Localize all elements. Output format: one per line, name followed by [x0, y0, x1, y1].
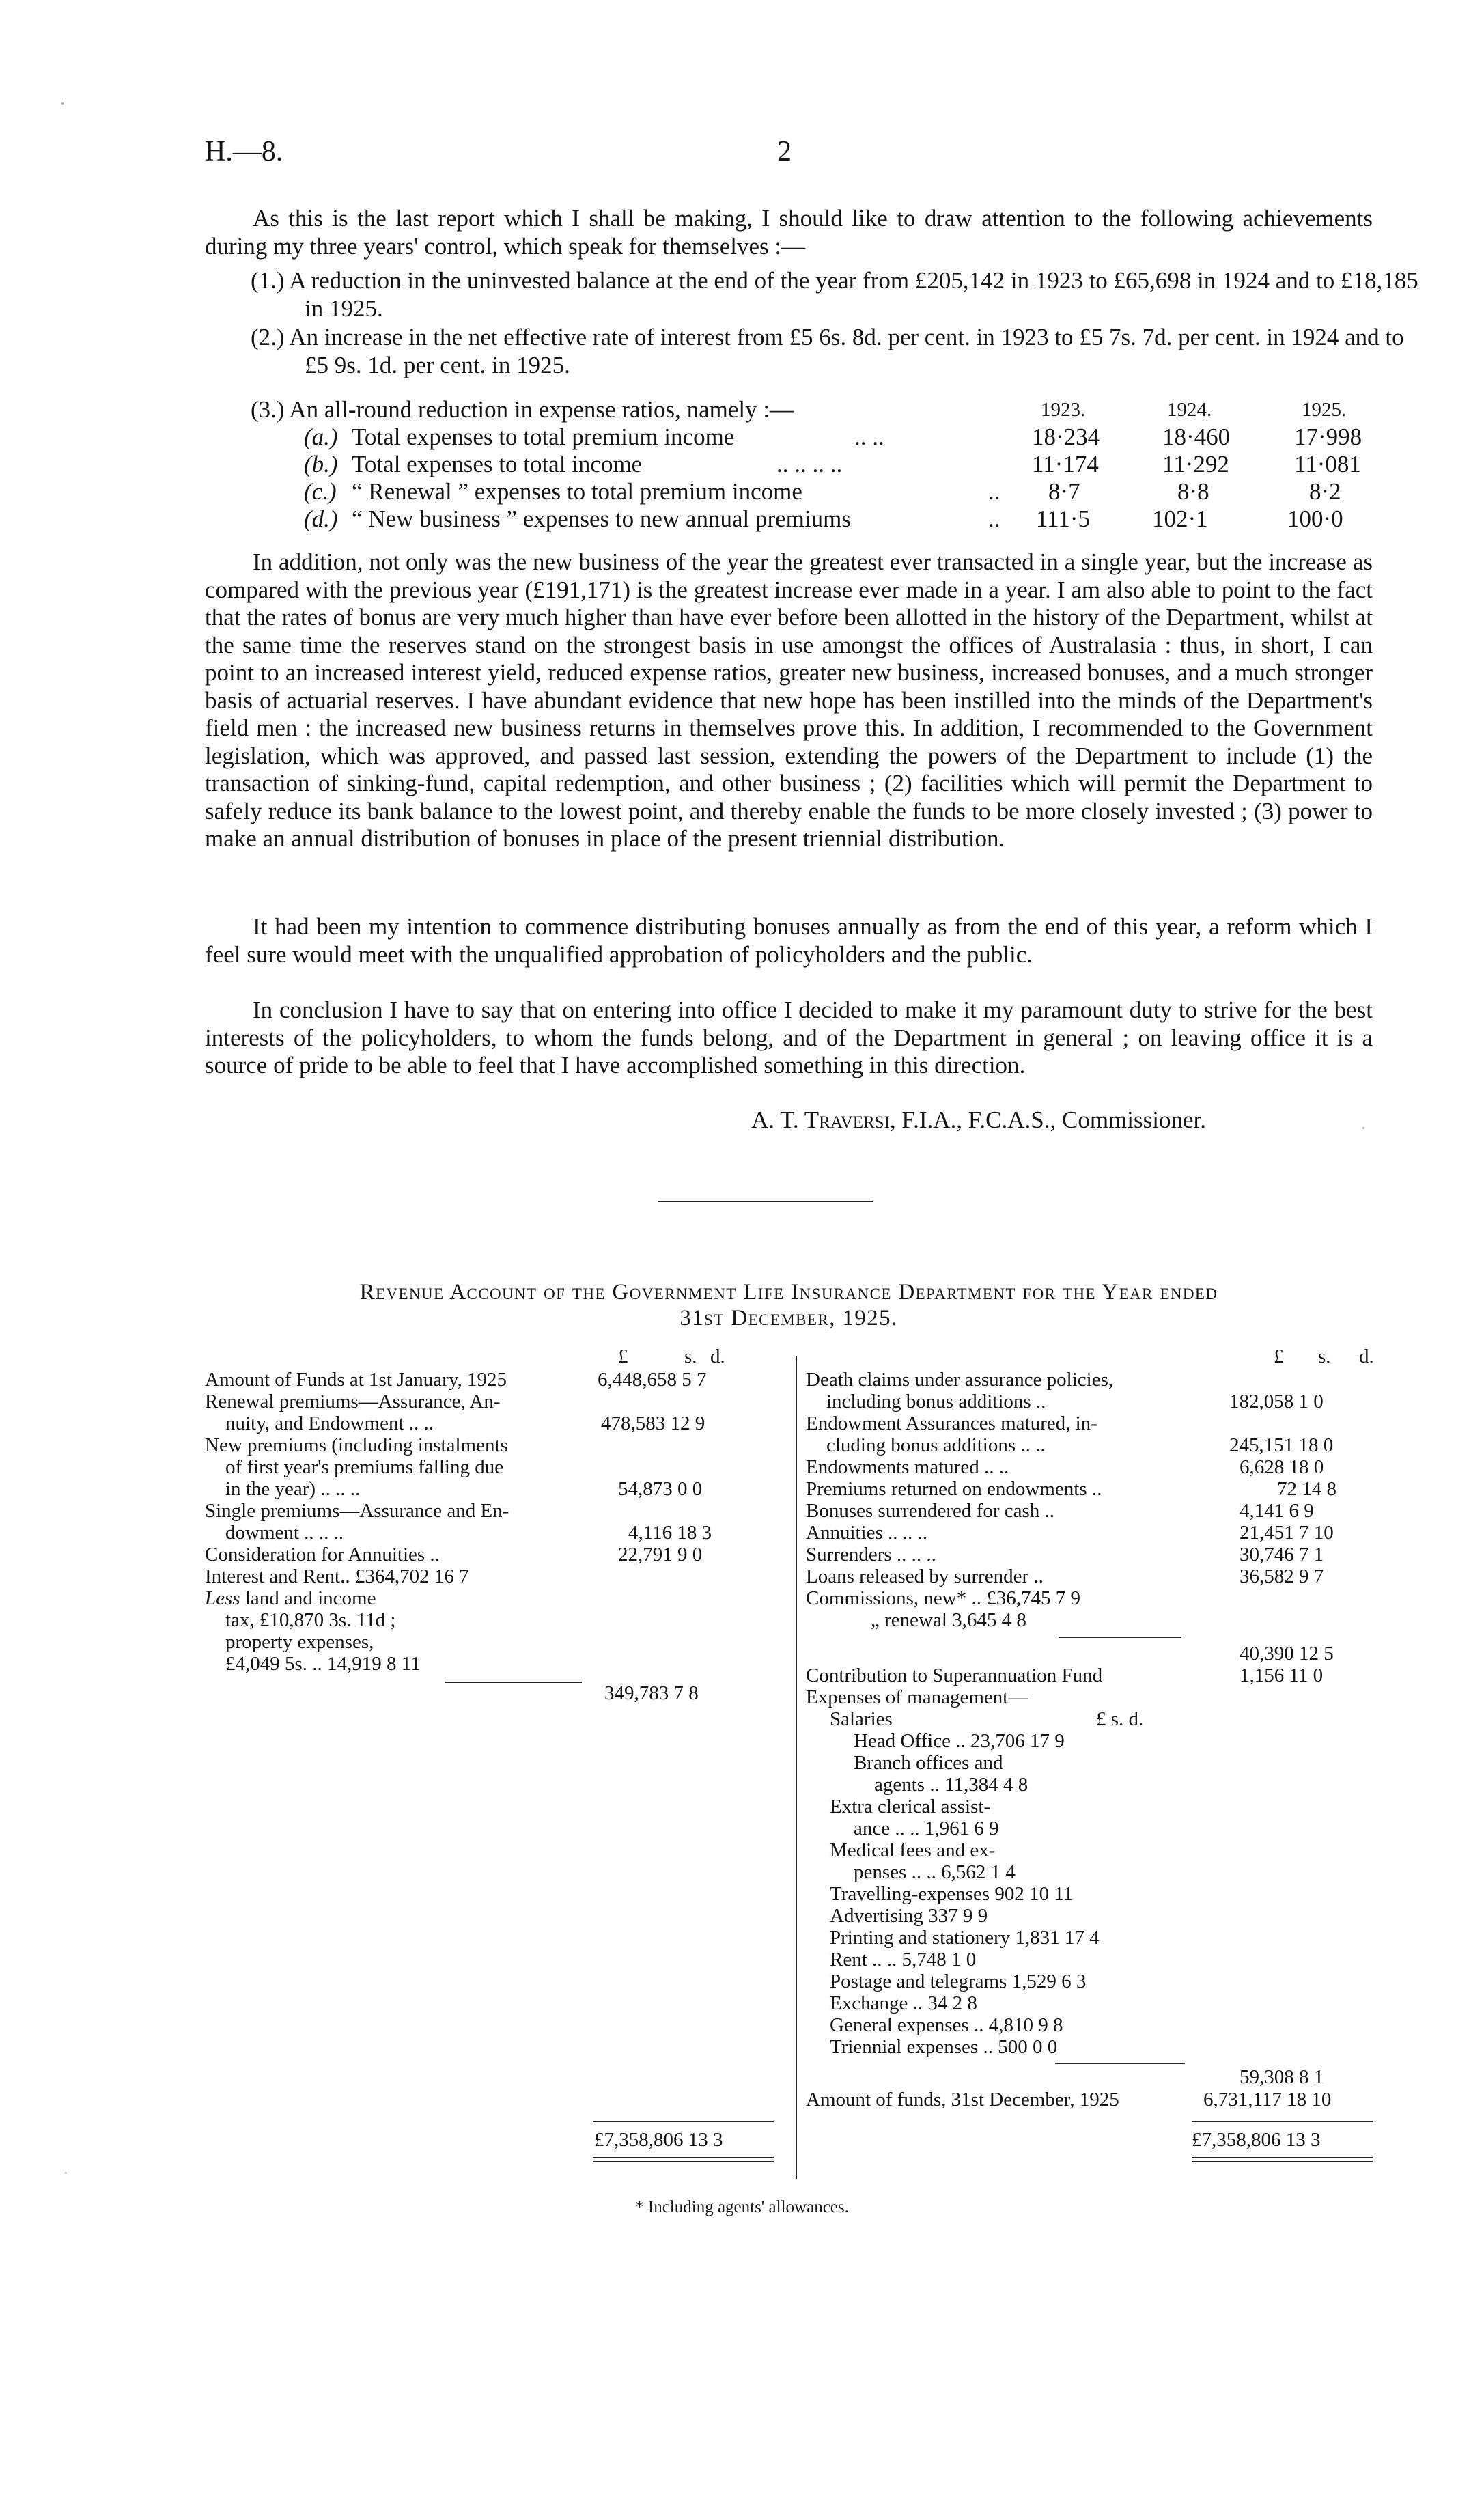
- triennial-expenses-line: Triennial expenses .. 500 0 0: [830, 2036, 1058, 2058]
- left-pound-head: £: [618, 1346, 628, 1367]
- branch-offices-line-1: Branch offices and: [854, 1752, 1003, 1774]
- ratio-1923: 8·7: [1048, 478, 1080, 505]
- salaries-label: Salaries: [830, 1708, 893, 1730]
- single-premiums-amount: 4,116 18 3: [628, 1522, 712, 1544]
- renewal-label-2: nuity, and Endowment .. ..: [225, 1412, 434, 1434]
- signature-name: A. T. Traversi: [751, 1106, 890, 1133]
- section-divider: [658, 1201, 873, 1202]
- ratio-num: (c.): [304, 478, 337, 505]
- endowment-assurances-amount: 245,151 18 0: [1229, 1434, 1334, 1456]
- endowment-assurances-label-1: Endowment Assurances matured, in-: [806, 1412, 1097, 1434]
- body-paragraph-3: In conclusion I have to say that on entering into office I decided to make it my paramount duty to strive for the best interests of the policyholders, to whom the funds belong, and of the Department in general ; on leaving office it is a source of pride to be able to feel that I have accomplished something in this direction.: [205, 997, 1373, 1078]
- ratio-1924: 8·8: [1177, 478, 1209, 505]
- right-pence-head: d.: [1359, 1346, 1374, 1367]
- premiums-returned-amount: 72 14 8: [1277, 1478, 1336, 1500]
- interest-rent-line-3: tax, £10,870 3s. 11d ;: [225, 1609, 396, 1631]
- death-claims-label-2: including bonus additions ..: [826, 1391, 1046, 1412]
- extra-clerical-line-2: ance .. .. 1,961 6 9: [854, 1817, 999, 1839]
- death-claims-amount: 182,058 1 0: [1229, 1391, 1324, 1412]
- funds-start-label: Amount of Funds at 1st January, 1925: [205, 1369, 507, 1391]
- ratio-leader: ..: [988, 505, 1000, 532]
- branch-offices-line-2: agents .. 11,384 4 8: [874, 1774, 1028, 1796]
- interest-subtotal-rule: [445, 1682, 582, 1683]
- endowments-matured-label: Endowments matured .. ..: [806, 1456, 1009, 1478]
- ratio-num: (d.): [304, 505, 338, 532]
- ratio-num: (a.): [304, 423, 338, 450]
- ratio-row-b: [251, 451, 1373, 478]
- superannuation-label: Contribution to Superannuation Fund: [806, 1665, 1103, 1686]
- head-office-line: Head Office .. 23,706 17 9: [854, 1730, 1065, 1752]
- page-number: 2: [777, 136, 792, 167]
- achievement-1: (1.) A reduction in the uninvested balance at the end of the year from £205,142 in 1923 to £65,698 in 1924 and to £18,185 in 1925.: [251, 267, 1418, 322]
- footnote: * Including agents' allowances.: [635, 2198, 849, 2216]
- right-double-rule-1: [1192, 2157, 1373, 2158]
- loans-released-label: Loans released by surrender ..: [806, 1565, 1044, 1587]
- bonuses-surrendered-amount: 4,141 6 9: [1240, 1500, 1314, 1522]
- interest-rent-amount: 349,783 7 8: [604, 1682, 699, 1704]
- ratio-1924: 11·292: [1162, 451, 1229, 477]
- new-premiums-amount: 54,873 0 0: [618, 1478, 703, 1500]
- extra-clerical-line-1: Extra clerical assist-: [830, 1796, 991, 1817]
- travelling-expenses-line: Travelling-expenses 902 10 11: [830, 1883, 1074, 1905]
- annuity-consideration-label: Consideration for Annuities ..: [205, 1544, 440, 1565]
- bonuses-surrendered-label: Bonuses surrendered for cash ..: [806, 1500, 1055, 1522]
- ratio-1923: 111·5: [1036, 505, 1091, 532]
- achievement-2: (2.) An increase in the net effective rate of interest from £5 6s. 8d. per cent. in 1923 to £5 7s. 7d. per cent. in 1924 and to £5 9s. 1d. per cent. in 1925.: [251, 324, 1404, 378]
- ratio-label: “ New business ” expenses to new annual premiums: [352, 505, 851, 532]
- general-expenses-line: General expenses .. 4,810 9 8: [830, 2014, 1063, 2036]
- ratio-1925: 8·2: [1309, 478, 1341, 505]
- ratio-1925: 100·0: [1287, 505, 1343, 532]
- right-double-rule-2: [1192, 2161, 1373, 2162]
- loans-released-amount: 36,582 9 7: [1240, 1565, 1324, 1587]
- exchange-line: Exchange .. 34 2 8: [830, 1992, 977, 2014]
- annuities-label: Annuities .. .. ..: [806, 1522, 928, 1544]
- less-word: Less: [205, 1587, 240, 1609]
- ratio-label: “ Renewal ” expenses to total premium income: [352, 478, 802, 505]
- annuity-consideration-amount: 22,791 9 0: [618, 1544, 703, 1565]
- interest-rent-line-5: £4,049 5s. .. 14,919 8 11: [225, 1653, 421, 1675]
- right-total: £7,358,806 13 3: [1192, 2129, 1321, 2151]
- commissions-amount: 40,390 12 5: [1240, 1643, 1334, 1665]
- management-total: 59,308 8 1: [1240, 2066, 1324, 2088]
- left-total-rule: [593, 2121, 774, 2122]
- interest-rent-line-4: property expenses,: [225, 1631, 374, 1653]
- funds-end-label: Amount of funds, 31st December, 1925: [806, 2089, 1119, 2111]
- surrenders-label: Surrenders .. .. ..: [806, 1544, 936, 1565]
- annuities-amount: 21,451 7 10: [1240, 1522, 1334, 1544]
- left-pence-head: d.: [710, 1346, 725, 1367]
- single-premiums-label-2: dowment .. .. ..: [225, 1522, 344, 1544]
- medical-fees-line-1: Medical fees and ex-: [830, 1839, 996, 1861]
- ratio-label: Total expenses to total premium income: [352, 423, 735, 450]
- body-paragraph-2: It had been my intention to commence distributing bonuses annually as from the end of this year, a reform which I feel sure would meet with the unqualified approbation of policyholders and the public.: [205, 913, 1373, 968]
- new-premiums-label-3: in the year) .. .. ..: [225, 1478, 361, 1500]
- intro-paragraph: As this is the last report which I shall be making, I should like to draw attention to the following achievements during my three years' control, which speak for themselves :—: [205, 205, 1373, 260]
- premiums-returned-label: Premiums returned on endowments ..: [806, 1478, 1102, 1500]
- commissions-subtotal-rule: [1059, 1637, 1181, 1638]
- ratio-leader: ..: [988, 478, 1000, 505]
- commissions-renewal: „ renewal 3,645 4 8: [871, 1609, 1026, 1631]
- ratio-1923: 11·174: [1032, 451, 1099, 477]
- rent-line: Rent .. .. 5,748 1 0: [830, 1949, 977, 1970]
- ratio-1924: 18·460: [1162, 423, 1231, 450]
- ratio-leader: .. ..: [854, 423, 884, 450]
- ratio-1923: 18·234: [1032, 423, 1100, 450]
- document-reference: H.—8.: [205, 136, 283, 167]
- ratio-num: (b.): [304, 451, 338, 477]
- left-shilling-head: s.: [684, 1346, 697, 1367]
- right-shilling-head: s.: [1318, 1346, 1331, 1367]
- superannuation-amount: 1,156 11 0: [1240, 1665, 1324, 1686]
- postage-telegrams-line: Postage and telegrams 1,529 6 3: [830, 1970, 1087, 1992]
- scan-speck: [1362, 1127, 1364, 1129]
- medical-fees-line-2: penses .. .. 6,562 1 4: [854, 1861, 1016, 1883]
- management-subtotal-rule: [1055, 2063, 1185, 2064]
- interest-rent-line-1: Interest and Rent.. £364,702 16 7: [205, 1565, 469, 1587]
- left-double-rule-1: [593, 2157, 774, 2158]
- renewal-amount: 478,583 12 9: [601, 1412, 705, 1434]
- signature-title: , F.I.A., F.C.A.S., Commissioner.: [889, 1106, 1207, 1133]
- account-title: Revenue Account of the Government Life Insurance Department for the Year ended: [359, 1280, 1218, 1305]
- right-pound-head: £: [1274, 1346, 1284, 1367]
- management-expenses-label: Expenses of management—: [806, 1686, 1028, 1708]
- ratio-1925: 17·998: [1294, 423, 1362, 450]
- endowments-matured-amount: 6,628 18 0: [1240, 1456, 1324, 1478]
- ratio-label: Total expenses to total income: [352, 451, 643, 477]
- signature: [751, 1106, 1206, 1134]
- ratio-row-c: [251, 478, 1373, 505]
- surrenders-amount: 30,746 7 1: [1240, 1544, 1324, 1565]
- new-premiums-label-2: of first year's premiums falling due: [225, 1456, 504, 1478]
- account-subtitle: 31st December, 1925.: [680, 1306, 898, 1331]
- scan-speck: [65, 2172, 67, 2174]
- right-total-rule: [1192, 2121, 1373, 2122]
- year-1923: 1923.: [1041, 399, 1086, 421]
- ratio-row-a: [251, 423, 1373, 451]
- single-premiums-label-1: Single premiums—Assurance and En-: [205, 1500, 509, 1522]
- year-1925: 1925.: [1302, 399, 1347, 421]
- left-total: £7,358,806 13 3: [594, 2129, 723, 2151]
- new-premiums-label-1: New premiums (including instalments: [205, 1434, 508, 1456]
- left-double-rule-2: [593, 2161, 774, 2162]
- commissions-new: Commissions, new* .. £36,745 7 9: [806, 1587, 1080, 1609]
- less-text: land and income: [240, 1587, 376, 1609]
- ratio-1925: 11·081: [1294, 451, 1361, 477]
- funds-start-amount: 6,448,658 5 7: [598, 1369, 707, 1391]
- renewal-label-1: Renewal premiums—Assurance, An-: [205, 1391, 501, 1412]
- ratios-lead: (3.) An all-round reduction in expense ratios, namely :—: [251, 396, 794, 423]
- ratio-1924: 102·1: [1152, 505, 1208, 532]
- endowment-assurances-label-2: cluding bonus additions .. ..: [826, 1434, 1046, 1456]
- funds-end-amount: 6,731,117 18 10: [1203, 2089, 1332, 2111]
- scan-speck: [61, 102, 64, 105]
- body-paragraph-1: In addition, not only was the new business of the year the greatest ever transacted in a single year, but the increase as compared with the previous year (£191,171) is the greatest increase ever made in a year. I am also able to point to the fact that the rates of bonus are very much higher than have ever before been allotted in the history of the Department, whilst at the same time the reserves stand on the strongest basis in use amongst the offices of Australasia : thus, in short, I can point to an increased interest yield, reduced expense ratios, greater new business, increased bonuses, and a much stronger basis of actuarial reserves. I have abundant evidence that new hope has been instilled into the minds of the Department's field men : the increased new business returns in themselves prove this. In addition, I recommended to the Government legislation, which was approved, and passed last session, extending the powers of the Department to include (1) the transaction of sinking-fund, capital redemption, and other business ; (2) facilities which will permit the Department to safely reduce its bank balance to the lowest point, and thereby enable the funds to be more closely invested ; (3) power to make an annual distribution of bonuses in place of the present triennial distribution.: [205, 548, 1373, 852]
- column-separator: [796, 1356, 797, 2179]
- death-claims-label-1: Death claims under assurance policies,: [806, 1369, 1114, 1391]
- printing-stationery-line: Printing and stationery 1,831 17 4: [830, 1927, 1100, 1949]
- year-1924: 1924.: [1167, 399, 1212, 421]
- ratio-row-d: [251, 505, 1373, 533]
- ratio-leader: .. .. .. ..: [776, 451, 843, 477]
- ratios-heading-row: [251, 396, 1373, 423]
- interest-rent-line-2: [205, 1587, 376, 1611]
- advertising-line: Advertising 337 9 9: [830, 1905, 988, 1927]
- management-column-heads: £ s. d.: [1096, 1708, 1144, 1730]
